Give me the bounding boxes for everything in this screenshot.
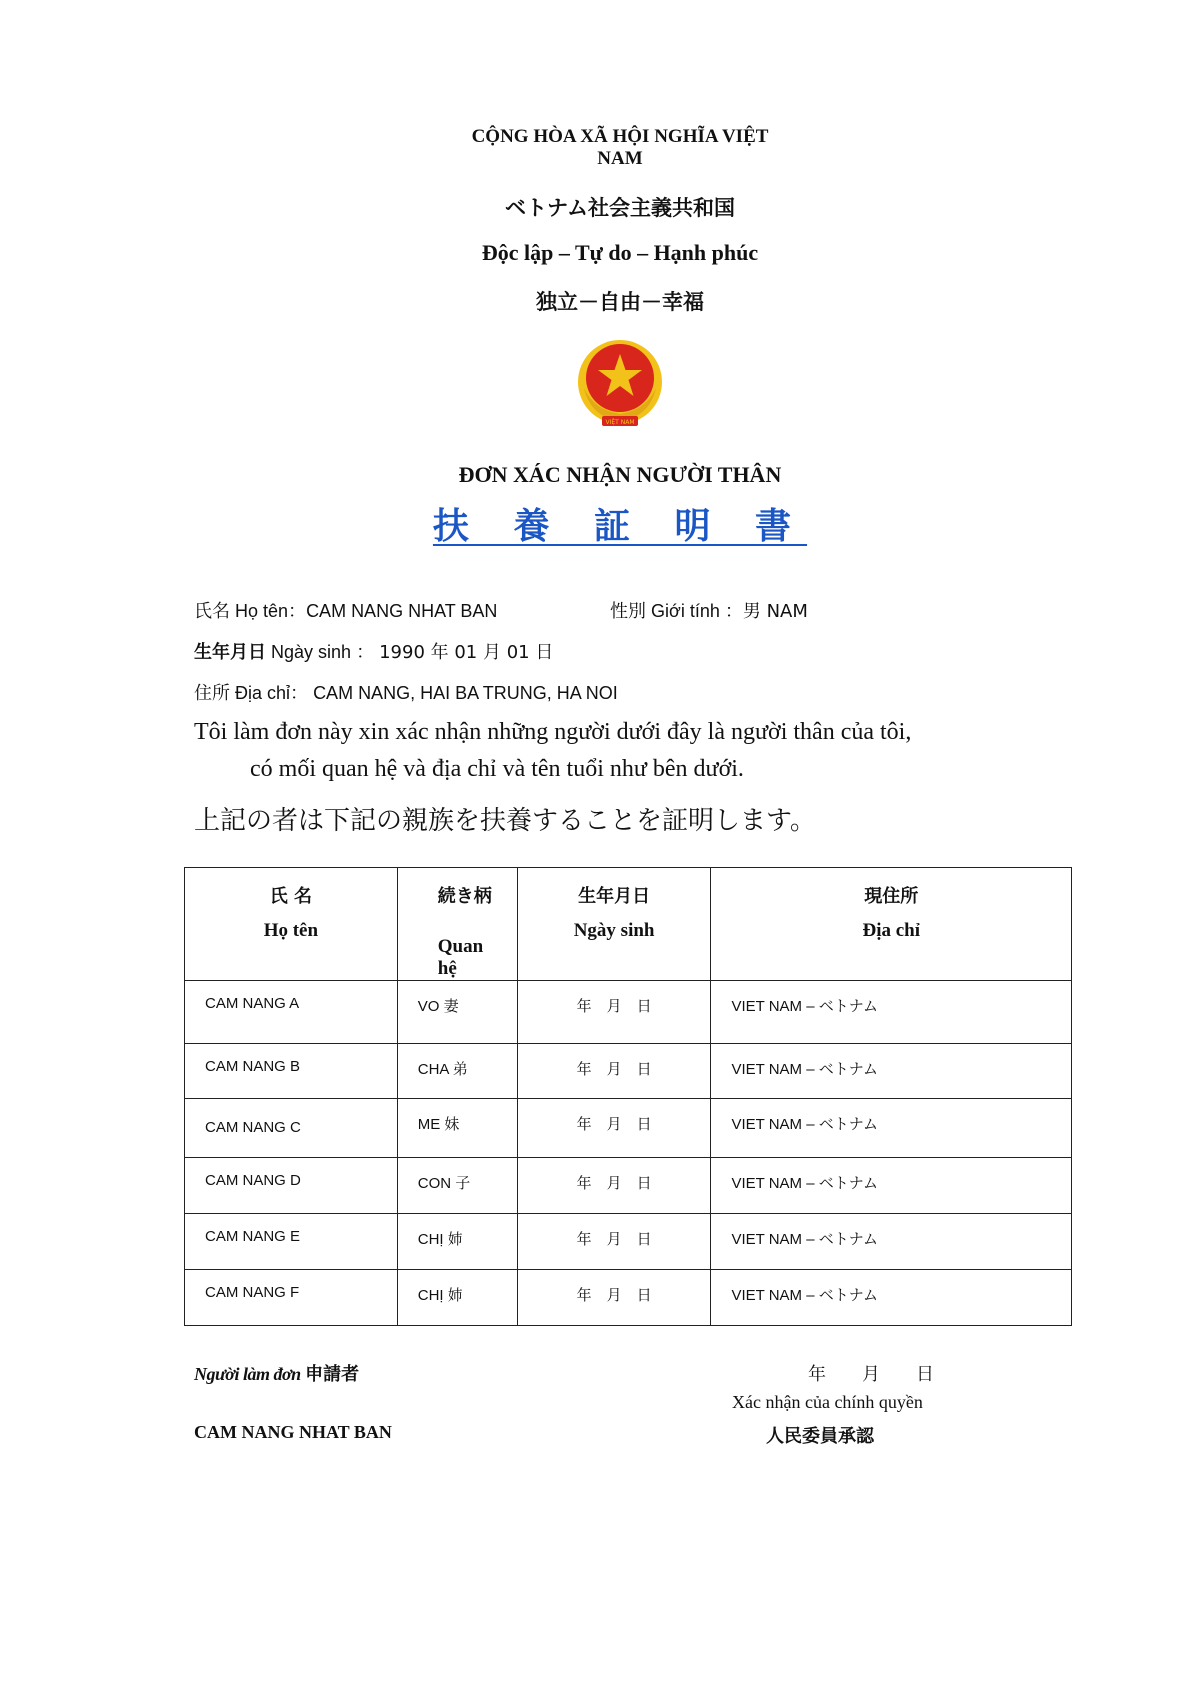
- header-address-jp: 現住所: [864, 886, 919, 907]
- row-relation: VO 妻: [417, 998, 459, 1015]
- applicant-label-jp: 申請者: [305, 1364, 360, 1385]
- footer-date: 年 月 日: [808, 1364, 934, 1385]
- row-dob: 年 月 日: [576, 1061, 652, 1078]
- row-name: CAM NANG A: [205, 995, 300, 1012]
- applicant-name-signature: CAM NANG NHAT BAN: [194, 1422, 392, 1442]
- relatives-table: [184, 867, 1072, 1326]
- country-name-jp: ベトナム社会主義共和国: [505, 196, 735, 220]
- header-relation-jp: 続き柄: [437, 886, 492, 907]
- name-label-vn: Họ tên：: [235, 601, 307, 621]
- statement-vn-line1: Tôi làm đơn này xin xác nhận những người dưới đây là người thân của tôi,: [194, 719, 912, 745]
- row-relation: CHA 弟: [417, 1061, 468, 1078]
- emblem-ribbon-text: VIỆT NAM: [605, 419, 635, 426]
- header-relation-vn: Quan hệ: [437, 936, 484, 979]
- name-value: CAM NANG NHAT BAN: [306, 601, 498, 621]
- row-address: VIET NAM – ベトナム: [731, 1231, 878, 1248]
- dob-value: 1990 年 01 月 01 日: [379, 642, 554, 663]
- row-dob: 年 月 日: [576, 998, 652, 1015]
- applicant-address-line: [194, 679, 618, 705]
- table-header-row: [185, 868, 1072, 981]
- table-row: [185, 1158, 1072, 1214]
- row-address: VIET NAM – ベトナム: [731, 998, 878, 1015]
- dob-label-jp: 生年月日: [194, 642, 266, 663]
- header-dob-jp: 生年月日: [578, 886, 651, 907]
- header-name-jp: 氏 名: [269, 886, 313, 907]
- row-address: VIET NAM – ベトナム: [731, 1287, 878, 1304]
- authority-confirmation-jp: [766, 1422, 874, 1448]
- row-relation: CON 子: [417, 1175, 471, 1192]
- title-vn: ĐƠN XÁC NHẬN NGƯỜI THÂN: [458, 462, 782, 487]
- table-row: [185, 1270, 1072, 1326]
- gender-sep: ：: [724, 601, 743, 621]
- header-address: [711, 868, 1072, 981]
- row-name: CAM NANG C: [205, 1119, 301, 1136]
- name-label-jp: 氏名: [194, 601, 230, 622]
- authority-confirmation-vn: Xác nhận của chính quyền: [732, 1392, 923, 1412]
- row-dob: 年 月 日: [576, 1287, 652, 1304]
- table-row: [185, 1044, 1072, 1099]
- table-row: [185, 1099, 1072, 1158]
- title-jp: [0, 498, 1200, 549]
- motto-vn: Độc lập – Tự do – Hạnh phúc: [481, 240, 759, 265]
- header-name-vn: Họ tên: [263, 920, 319, 941]
- header-address-vn: Địa chỉ: [862, 920, 920, 941]
- country-name-vn: [0, 126, 1200, 170]
- applicant-dob-line: [194, 638, 553, 664]
- applicant-gender-line: [610, 597, 808, 623]
- address-label-vn: Địa chỉ：: [235, 683, 309, 703]
- applicant-name-line: [194, 597, 497, 623]
- row-relation: ME 妹: [417, 1116, 460, 1133]
- gender-label-vn: Giới tính: [651, 601, 720, 621]
- motto-jp: 独立－自由－幸福: [536, 290, 704, 314]
- gender-label-jp: 性別: [610, 601, 646, 622]
- row-name: CAM NANG F: [205, 1284, 300, 1301]
- header-name: [185, 868, 398, 981]
- header-dob: [517, 868, 711, 981]
- header-relation: [397, 868, 517, 981]
- address-label-jp: 住所: [194, 683, 230, 704]
- row-dob: 年 月 日: [576, 1231, 652, 1248]
- row-dob: 年 月 日: [576, 1116, 652, 1133]
- statement-vn-line2: có mối quan hệ và địa chỉ và tên tuổi như bên dưới.: [250, 756, 744, 782]
- statement-jp: 上記の者は下記の親族を扶養することを証明します。: [194, 806, 816, 836]
- gender-value: 男 NAM: [742, 601, 808, 622]
- row-name: CAM NANG B: [205, 1058, 301, 1075]
- table-row: [185, 1214, 1072, 1270]
- country-name-vn-line1: CỘNG HÒA XÃ HỘI NGHĨA VIỆT: [471, 126, 769, 147]
- country-name-vn-line2: NAM: [597, 148, 643, 169]
- table-row: [185, 981, 1072, 1044]
- header-dob-vn: Ngày sinh: [573, 920, 655, 941]
- statement-vn: [194, 714, 1094, 788]
- row-address: VIET NAM – ベトナム: [731, 1061, 878, 1078]
- dob-label-vn: Ngày sinh: [271, 642, 352, 662]
- row-address: VIET NAM – ベトナム: [731, 1175, 878, 1192]
- applicant-label-vn: Người làm đơn: [194, 1364, 301, 1384]
- applicant-signature-label: [194, 1360, 359, 1386]
- row-name: CAM NANG D: [205, 1172, 301, 1189]
- row-name: CAM NANG E: [205, 1228, 301, 1245]
- row-dob: 年 月 日: [576, 1175, 652, 1192]
- dob-sep: ：: [356, 642, 375, 662]
- authority-jp-text: 人民委員承認: [766, 1426, 874, 1447]
- row-address: VIET NAM – ベトナム: [731, 1116, 878, 1133]
- national-emblem-icon: [570, 336, 670, 436]
- address-value: CAM NANG, HAI BA TRUNG, HA NOI: [313, 683, 618, 703]
- title-jp-text: 扶 養 証 明 書: [432, 506, 808, 547]
- row-relation: CHỊ 姉: [417, 1231, 463, 1248]
- row-relation: CHỊ 姉: [417, 1287, 463, 1304]
